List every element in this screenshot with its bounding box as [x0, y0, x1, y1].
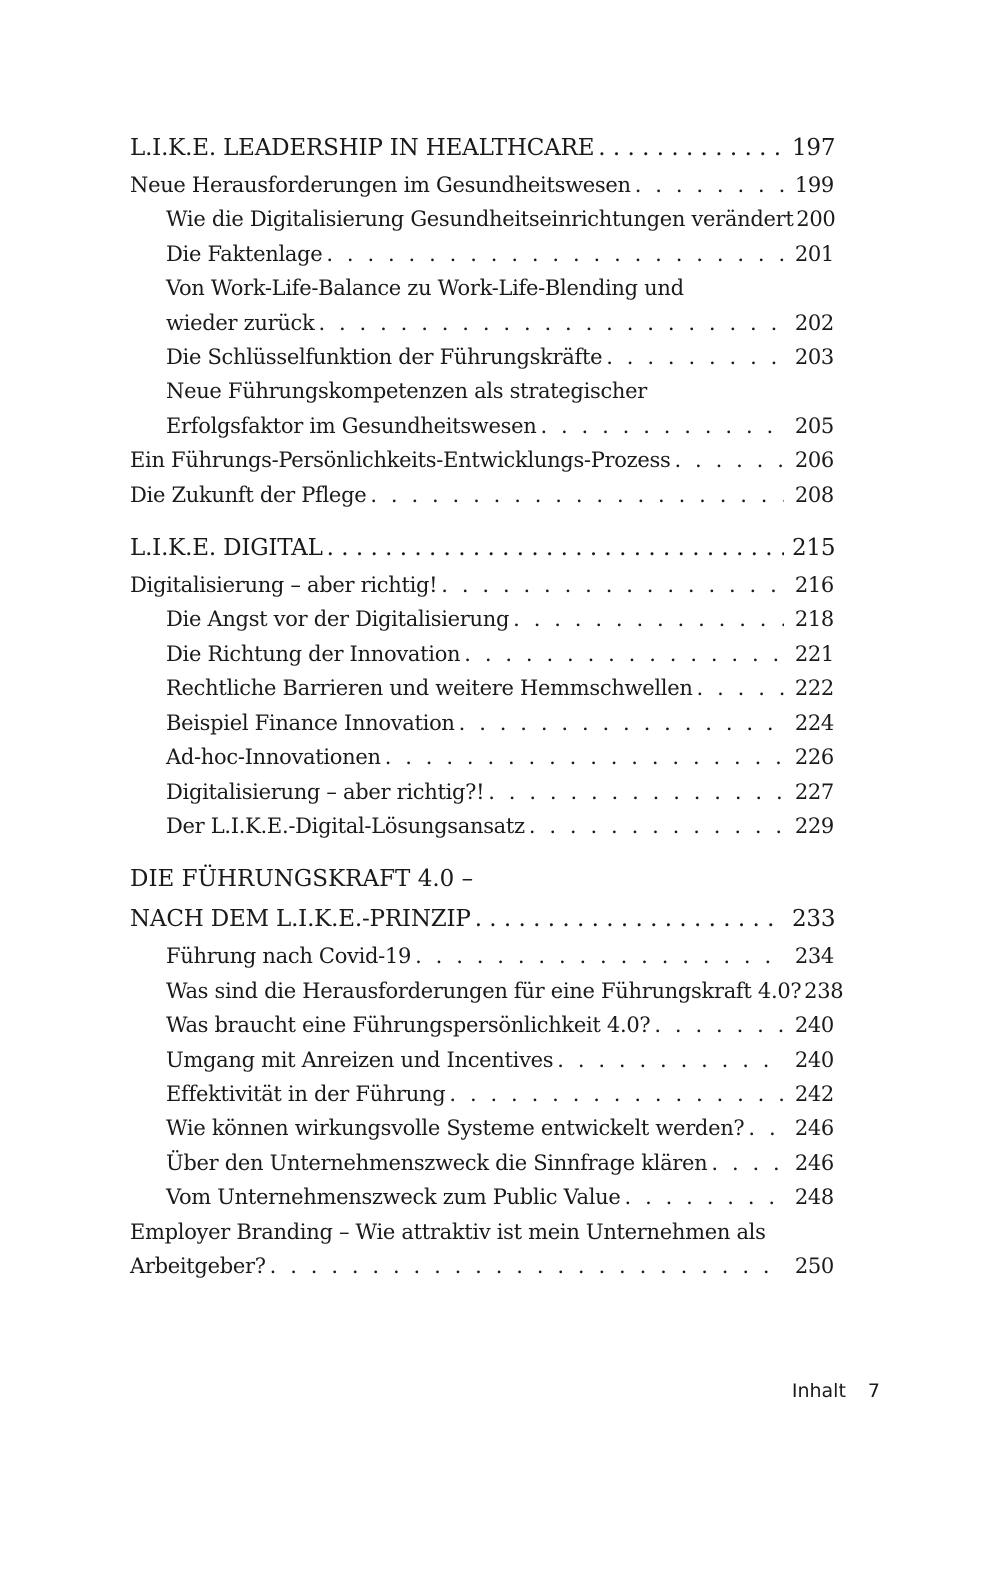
entry-title: Umgang mit Anreizen und Incentives: [166, 1047, 554, 1072]
entry-title: Der L.I.K.E.-Digital-Lösungsansatz: [166, 813, 525, 838]
table-of-contents: [130, 128, 844, 1299]
entry-title: Die Schlüsselfunktion der Führungskräfte: [166, 345, 603, 370]
entry-page-number: 221: [794, 641, 834, 666]
toc-chapter-heading: [130, 899, 834, 939]
entry-page-number: 248: [794, 1185, 834, 1210]
entry-title: Arbeitgeber?: [130, 1253, 266, 1278]
entry-title: Beispiel Finance Innovation: [166, 710, 455, 735]
entry-page-number: 226: [794, 745, 834, 770]
entry-page-number: 240: [794, 1013, 834, 1038]
toc-entry: [130, 1043, 834, 1077]
toc-entry: [130, 340, 834, 374]
entry-title: Was sind die Herausforderungen für eine Führungskraft 4.0?: [166, 978, 802, 1003]
dot-leader: [635, 168, 784, 202]
toc-entry: [130, 1249, 834, 1283]
dot-leader: [606, 340, 784, 374]
entry-page-number: 238: [804, 978, 844, 1003]
entry-page-number: 201: [794, 241, 834, 266]
entry-title: Wie die Digitalisierung Gesundheitseinrichtungen verändert: [166, 207, 794, 232]
chapter-page-number: 215: [792, 535, 836, 562]
toc-entry: [130, 1146, 834, 1180]
dot-leader: [270, 1249, 784, 1283]
dot-leader: [529, 809, 784, 843]
toc-entry: [130, 568, 834, 602]
chapter-title: NACH DEM L.I.K.E.-PRINZIP: [130, 906, 471, 933]
entry-page-number: 242: [794, 1081, 834, 1106]
dot-leader: [459, 706, 784, 740]
entry-title: Die Faktenlage: [166, 241, 323, 266]
entry-title: Führung nach Covid-19: [166, 944, 412, 969]
dot-leader: [540, 409, 784, 443]
toc-entry: [130, 237, 834, 271]
footer-label: Inhalt: [791, 1380, 846, 1402]
entry-title: Die Zukunft der Pflege: [130, 482, 367, 507]
entry-page-number: 203: [794, 345, 834, 370]
entry-page-number: 224: [794, 710, 834, 735]
entry-page-number: 200: [796, 207, 836, 232]
page-footer: [760, 1380, 880, 1402]
entry-title: wieder zurück: [166, 310, 315, 335]
dot-leader: [513, 602, 784, 636]
toc-entry: [130, 939, 834, 973]
entry-title-first-line: Employer Branding – Wie attraktiv ist mein Unternehmen als: [130, 1219, 766, 1244]
dot-leader: [488, 775, 784, 809]
entry-title: Über den Unternehmenszweck die Sinnfrage klären: [166, 1150, 708, 1175]
toc-chapter-heading: [130, 528, 834, 568]
entry-title: Rechtliche Barrieren und weitere Hemmschwellen: [166, 676, 693, 701]
toc-entry: [130, 602, 834, 636]
dot-leader: [625, 1180, 784, 1214]
entry-page-number: 227: [794, 779, 834, 804]
entry-page-number: 199: [794, 173, 834, 197]
dot-leader: [711, 1146, 784, 1180]
toc-entry: [130, 1008, 834, 1042]
toc-entry: [130, 443, 834, 477]
toc-entry: [130, 637, 834, 671]
page-number: 7: [867, 1380, 880, 1402]
entry-title-first-line: Von Work-Life-Balance zu Work-Life-Blending und: [166, 276, 684, 301]
toc-section: [130, 528, 834, 843]
toc-entry: [130, 1180, 834, 1214]
entry-page-number: 205: [794, 413, 834, 438]
toc-entry: [130, 809, 834, 843]
dot-leader: [748, 1111, 784, 1145]
dot-leader: [385, 740, 784, 774]
entry-title: Effektivität in der Führung: [166, 1081, 446, 1106]
entry-page-number: 240: [794, 1047, 834, 1072]
dot-leader: [327, 528, 784, 568]
dot-leader: [449, 1077, 784, 1111]
entry-page-number: 206: [794, 448, 834, 473]
entry-page-number: 229: [794, 813, 834, 838]
toc-entry: [130, 775, 834, 809]
chapter-page-number: 233: [792, 906, 836, 933]
entry-page-number: 216: [794, 573, 834, 598]
toc-entry: [130, 671, 834, 705]
toc-section: [130, 859, 844, 1283]
chapter-title-first-line: DIE FÜHRUNGSKRAFT 4.0 –: [130, 866, 474, 893]
entry-title-first-line: Neue Führungskompetenzen als strategischer: [166, 379, 648, 404]
toc-entry: [130, 974, 844, 1008]
entry-page-number: 222: [794, 676, 834, 701]
chapter-title: L.I.K.E. LEADERSHIP IN HEALTHCARE: [130, 135, 595, 161]
dot-leader: [557, 1043, 784, 1077]
toc-entry: [130, 740, 834, 774]
chapter-title: L.I.K.E. DIGITAL: [130, 535, 323, 562]
toc-entry: [130, 1077, 834, 1111]
entry-title: Digitalisierung – aber richtig?!: [166, 779, 485, 804]
dot-leader: [654, 1008, 784, 1042]
dot-leader: [326, 237, 784, 271]
dot-leader: [370, 478, 784, 512]
dot-leader: [441, 568, 784, 602]
entry-page-number: 246: [794, 1116, 834, 1141]
entry-title: Vom Unternehmenszweck zum Public Value: [166, 1185, 621, 1210]
entry-title: Ein Führungs-Persönlichkeits-Entwicklungs-Prozess: [130, 448, 671, 473]
dot-leader: [598, 128, 784, 168]
toc-entry: [130, 306, 834, 340]
dot-leader: [318, 306, 784, 340]
entry-page-number: 246: [794, 1150, 834, 1175]
toc-entry: [130, 168, 834, 202]
dot-leader: [697, 671, 784, 705]
chapter-page-number: 197: [792, 135, 836, 161]
entry-title: Digitalisierung – aber richtig!: [130, 573, 438, 598]
entry-page-number: 218: [794, 607, 834, 632]
toc-chapter-heading: [130, 128, 834, 168]
toc-entry: [130, 409, 834, 443]
entry-page-number: 250: [794, 1253, 834, 1278]
dot-leader: [674, 443, 784, 477]
entry-title: Wie können wirkungsvolle Systeme entwickelt werden?: [166, 1116, 745, 1141]
toc-entry: [130, 202, 834, 236]
dot-leader: [464, 637, 784, 671]
entry-title: Die Richtung der Innovation: [166, 641, 461, 666]
toc-entry: [130, 478, 834, 512]
toc-entry: [130, 706, 834, 740]
entry-page-number: 208: [794, 482, 834, 507]
toc-entry: [130, 1111, 834, 1145]
entry-title: Erfolgsfaktor im Gesundheitswesen: [166, 413, 537, 438]
dot-leader: [415, 939, 784, 973]
entry-title: Neue Herausforderungen im Gesundheitswesen: [130, 173, 631, 197]
dot-leader: [475, 899, 784, 939]
entry-title: Ad-hoc-Innovationen: [166, 745, 381, 770]
entry-page-number: 234: [794, 944, 834, 969]
entry-title: Die Angst vor der Digitalisierung: [166, 607, 510, 632]
entry-page-number: 202: [794, 310, 834, 335]
entry-title: Was braucht eine Führungspersönlichkeit 4.0?: [166, 1013, 651, 1038]
toc-section: [130, 128, 834, 512]
